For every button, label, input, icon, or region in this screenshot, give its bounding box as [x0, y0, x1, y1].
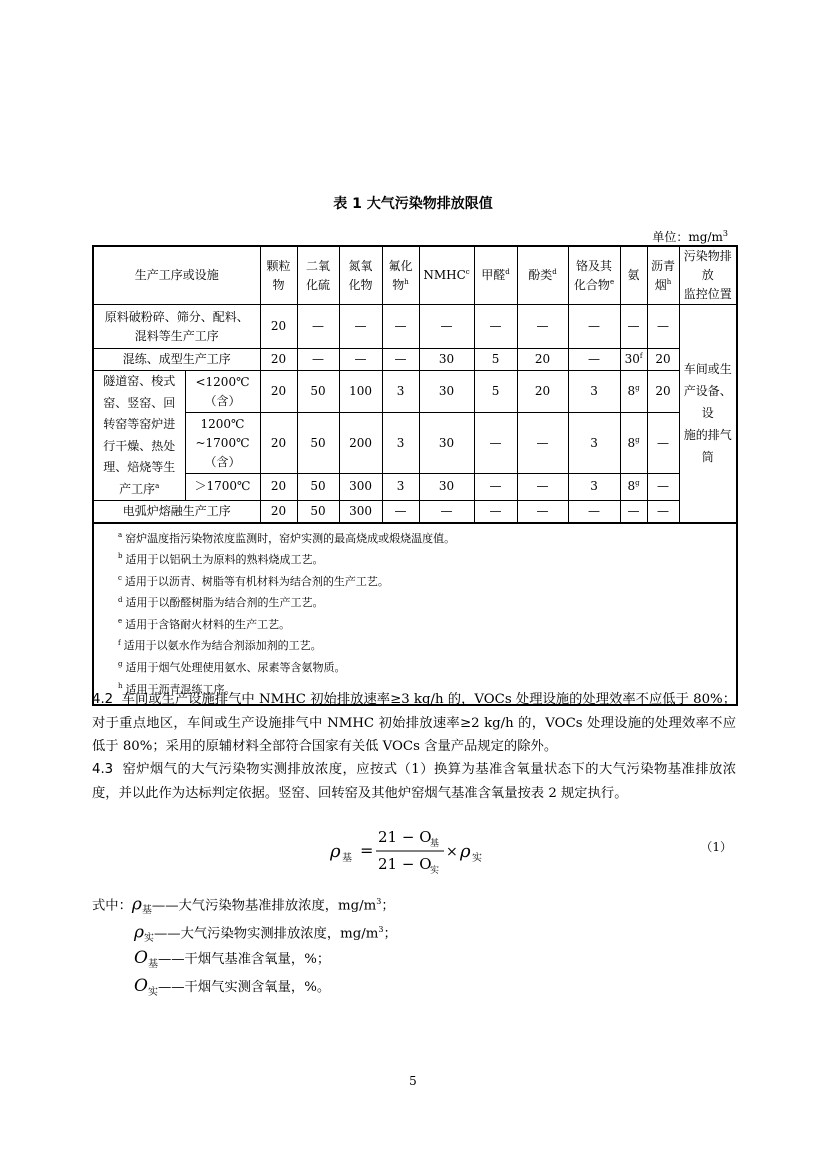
equation-number: （1）: [700, 840, 732, 854]
table-cell: 30: [419, 413, 474, 473]
table-cell: 300: [339, 473, 382, 500]
table-cell: 8$^g$: [620, 371, 647, 413]
table-cell: —: [419, 305, 474, 349]
formula-times: ×: [446, 844, 458, 860]
table-cell: —: [647, 305, 679, 349]
row-label-electric-arc: 电弧炉熔融生产工序: [93, 501, 260, 523]
formula-rho-actual: ρ: [460, 841, 471, 862]
table-cell: 200: [339, 413, 382, 473]
header-nmhc: NMHC$^c$: [419, 246, 474, 305]
section-number: 4.3: [92, 762, 114, 777]
formula-numerator: 21 − O: [378, 828, 432, 846]
formula-equals: =: [360, 841, 374, 860]
row-label-raw-materials: 原料破粉碎、筛分、配料、 混料等生产工序: [93, 305, 260, 349]
table-cell: 50: [297, 501, 339, 523]
formula-definitions: [92, 890, 736, 1002]
definition-item: $O_基——$干烟气基准含氧量，%；: [134, 948, 331, 970]
table-cell: —: [297, 305, 339, 349]
table-cell: —: [297, 349, 339, 371]
table-cell: 30: [419, 371, 474, 413]
table-cell: —: [419, 501, 474, 523]
table-note: $^e$ 适用于含铬耐火材料的生产工艺。: [118, 617, 291, 631]
emission-limits-table: [92, 245, 738, 706]
table-cell: —: [517, 501, 568, 523]
table-row: [93, 349, 737, 371]
table-note: $^f$ 适用于以氨水作为结合剂添加剂的工艺。: [118, 638, 322, 653]
table-cell: —: [517, 413, 568, 473]
table-title: 表 1 大气污染物排放限值: [333, 196, 493, 212]
table-cell: 20: [260, 413, 297, 473]
header-ammonia: 氨: [620, 246, 647, 305]
definition-item: $O_实——$干烟气实测含氧量，%。: [134, 976, 331, 998]
header-chromium: 铬及其 化合物$^e$: [568, 246, 620, 305]
table-cell: 3: [382, 371, 419, 413]
section-number: 4.2: [92, 692, 114, 707]
table-cell: —: [474, 413, 517, 473]
header-so2: 二氧 化硫: [297, 246, 339, 305]
table-cell: —: [568, 349, 620, 371]
definition-item: $\rho_实——$大气污染物实测排放浓度，$mg/m^3$；: [134, 922, 397, 945]
table-cell: 50: [297, 371, 339, 413]
header-process: 生产工序或设施: [93, 246, 260, 305]
table-note: $^g$ 适用于烟气处理使用氨水、尿素等含氨物质。: [118, 660, 346, 675]
table-row: [93, 305, 737, 349]
table-cell: —: [647, 501, 679, 523]
table-cell: —: [647, 413, 679, 473]
temp-range-1200-1700: 1200℃ ~1700℃ （含）: [185, 413, 260, 473]
table-cell: —: [620, 305, 647, 349]
table-cell: —: [647, 473, 679, 500]
paragraph-4-3: [92, 758, 736, 805]
table-cell: 300: [339, 501, 382, 523]
header-asphalt-fume: 沥青 烟$^h$: [647, 246, 679, 305]
formula-numerator-sub: 基: [430, 839, 440, 849]
table-cell: 5: [474, 349, 517, 371]
paragraph-4-2: [92, 688, 736, 759]
header-nox: 氮氧 化物: [339, 246, 382, 305]
page-number: 5: [409, 1074, 417, 1088]
formula-denominator: 21 − O: [378, 855, 432, 873]
table-cell: —: [474, 501, 517, 523]
table-cell: 3: [382, 413, 419, 473]
header-formaldehyde: 甲醛$^d$: [474, 246, 517, 305]
table-cell: —: [568, 305, 620, 349]
table-cell: 8$^g$: [620, 413, 647, 473]
table-note: $^b$ 适用于以铝矾土为原料的熟料烧成工艺。: [118, 552, 324, 567]
temp-range-above-1700: ＞1700℃: [185, 473, 260, 500]
table-cell: 20: [260, 473, 297, 500]
table-cell: 30: [419, 473, 474, 500]
table-note: $^c$ 适用于以沥青、树脂等有机材料为结合剂的生产工艺。: [118, 574, 389, 588]
table-row: [93, 501, 737, 523]
table-cell: 20: [647, 349, 679, 371]
table-cell: 30: [419, 349, 474, 371]
temp-range-below-1200: <1200℃ （含）: [185, 371, 260, 413]
table-cell: 8$^g$: [620, 473, 647, 500]
table-cell: 100: [339, 371, 382, 413]
table-cell: 20: [260, 371, 297, 413]
table-cell: 50: [297, 413, 339, 473]
table-cell: —: [382, 501, 419, 523]
table-cell: —: [339, 305, 382, 349]
table-notes: [93, 523, 737, 706]
table-row: [93, 371, 737, 413]
table-cell: 5: [474, 371, 517, 413]
table-note: $^h$ 适用于沥青混练工序。: [118, 682, 236, 696]
paragraph-text: 窑炉烟气的大气污染物实测排放浓度，应按式（1）换算为基准含氧量状态下的大气污染物基准排放浓度，并以此作为达标判定依据。竖窑、回转窑及其他炉窑烟气基准含氧量按表 2 规定执行。: [92, 762, 736, 801]
monitoring-location-cell: 车间或生 产设备、设 施的排气 筒: [679, 305, 737, 523]
conversion-formula: [330, 822, 520, 878]
table-cell: —: [517, 473, 568, 500]
row-label-kiln-processes: 隧道窑、梭式 窑、竖窑、回 转窑等窑炉进 行干燥、热处 理、焙烧等生 产工序$^a$: [93, 371, 185, 501]
table-row: [93, 473, 737, 500]
row-label-mixing-forming: 混练、成型生产工序: [93, 349, 260, 371]
table-row: [93, 413, 737, 473]
paragraph-text: 车间或生产设施排气中 NMHC 初始排放速率≥3 kg/h 的，VOCs 处理设施的处理效率不应低于 80%；对于重点地区，车间或生产设施排气中 NMHC 初始排放速率≥2 kg/h 的，VOCs 处理设施的处理效率不应低于 80%；采用的原辅材料全部符合国家有关低 VOCs 含量产品规定的除外。: [92, 692, 736, 754]
formula-sub-base: 基: [342, 853, 352, 864]
table-cell: 50: [297, 473, 339, 500]
table-cell: 20: [517, 371, 568, 413]
header-phenol: 酚类$^d$: [517, 246, 568, 305]
table-cell: —: [474, 473, 517, 500]
table-cell: 3: [568, 371, 620, 413]
table-note: $^d$ 适用于以酚醛树脂为结合剂的生产工艺。: [118, 595, 324, 610]
table-cell: 20: [647, 371, 679, 413]
table-cell: 30$^f$: [620, 349, 647, 371]
table-cell: 3: [568, 473, 620, 500]
table-cell: 3: [382, 473, 419, 500]
table-cell: 20: [260, 501, 297, 523]
table-cell: —: [620, 501, 647, 523]
formula-denominator-sub: 实: [430, 866, 440, 876]
table-cell: 3: [568, 413, 620, 473]
table-cell: 20: [517, 349, 568, 371]
table-cell: —: [474, 305, 517, 349]
table-header-row: [93, 246, 737, 305]
definitions-lead: 式中：: [92, 898, 132, 914]
table-cell: 20: [260, 305, 297, 349]
table-cell: —: [382, 305, 419, 349]
header-fluoride: 氟化 物$^h$: [382, 246, 419, 305]
table-unit: 单位：$mg/m^3$: [652, 229, 728, 244]
definition-item: 式中：$\rho_基——$大气污染物基准排放浓度，$mg/m^3$；: [92, 894, 395, 917]
table-notes-row: [93, 523, 737, 706]
table-cell: —: [517, 305, 568, 349]
table-cell: —: [382, 349, 419, 371]
table-note: $^a$ 窑炉温度指污染物浓度监测时，窑炉实测的最高烧成或煅烧温度值。: [118, 530, 456, 545]
table-cell: 20: [260, 349, 297, 371]
header-monitoring-location: 污染物排放 监控位置: [679, 246, 737, 305]
formula-rho-base: ρ: [330, 841, 341, 862]
header-particulate: 颗粒 物: [260, 246, 297, 305]
table-cell: —: [568, 501, 620, 523]
table-cell: —: [339, 349, 382, 371]
formula-sub-actual: 实: [472, 853, 482, 864]
